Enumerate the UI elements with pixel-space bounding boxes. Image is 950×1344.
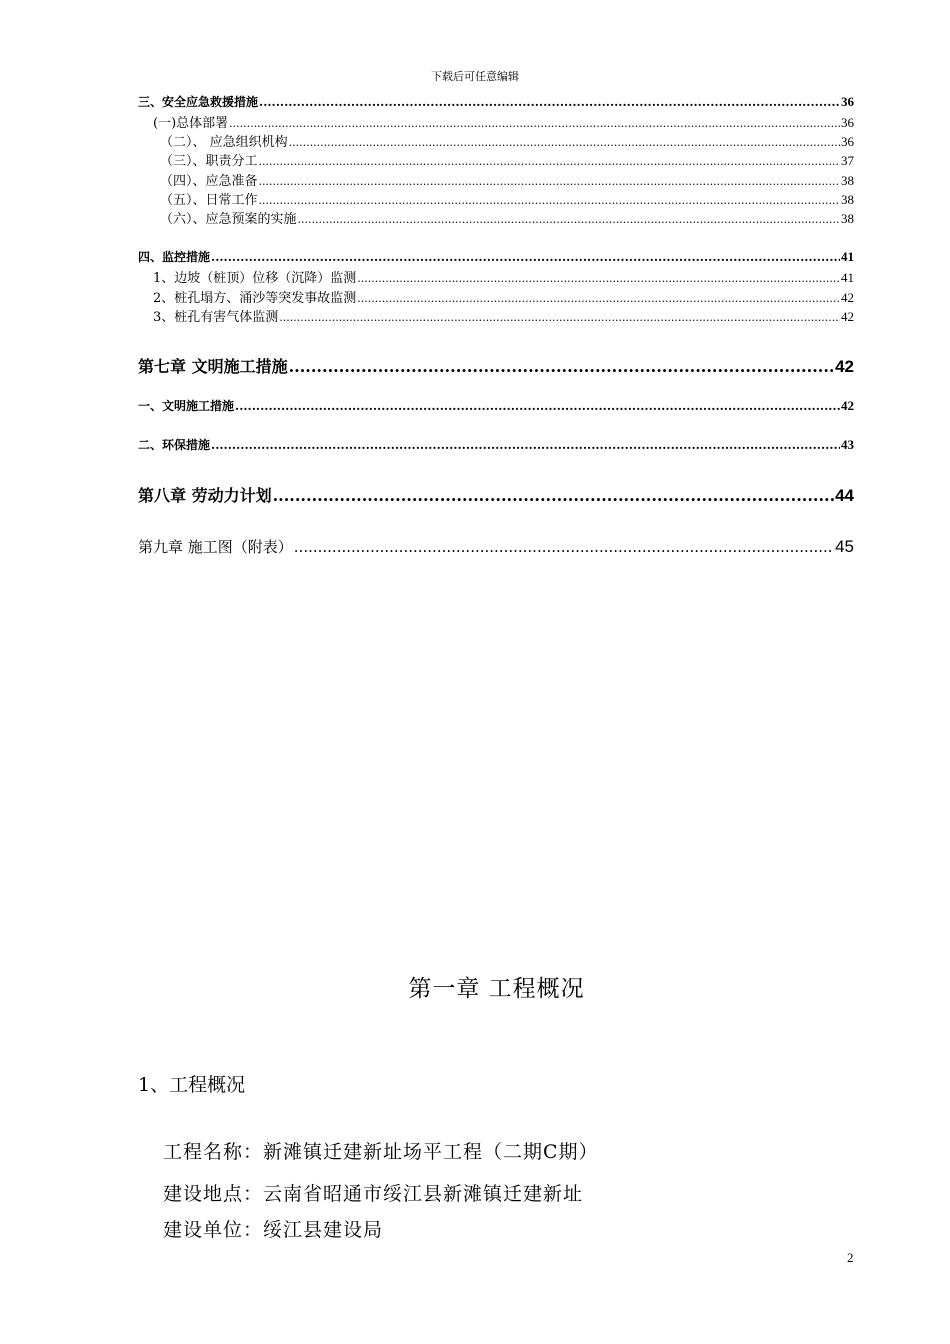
toc-entry[interactable] xyxy=(153,287,854,306)
toc-entry[interactable] xyxy=(138,93,854,110)
toc-entry[interactable] xyxy=(160,150,854,169)
toc-page: 41 xyxy=(841,249,854,264)
toc-label: （三）、职责分工 xyxy=(160,154,258,169)
toc-label: 四、监控措施 xyxy=(138,250,211,264)
toc-page: 42 xyxy=(841,309,854,324)
toc-label: （五）、日常工作 xyxy=(160,193,258,208)
toc-page: 36 xyxy=(841,115,854,130)
toc-page: 37 xyxy=(841,153,854,168)
section-title: 1、工程概况 xyxy=(138,1074,246,1096)
toc-entry[interactable] xyxy=(160,189,854,208)
toc-page: 36 xyxy=(841,94,854,109)
toc-label: 第七章 文明施工措施 xyxy=(138,357,288,376)
toc-label: 一、文明施工措施 xyxy=(138,399,235,413)
toc-label: 三、安全应急救援措施 xyxy=(138,95,259,109)
toc-entry[interactable] xyxy=(153,306,854,325)
toc-page: 38 xyxy=(841,211,854,226)
toc-label: 第八章 劳动力计划 xyxy=(138,486,272,505)
toc-label: 2、桩孔塌方、涌沙等突发事故监测 xyxy=(153,291,357,306)
toc-label: （二）、 应急组织机构 xyxy=(160,135,288,150)
project-owner: 建设单位：绥江县建设局 xyxy=(163,1219,384,1241)
toc-entry[interactable] xyxy=(153,112,854,131)
chapter-title: 第一章 工程概况 xyxy=(408,976,585,1002)
toc-page: 36 xyxy=(841,134,854,149)
toc-label: (一)总体部署 xyxy=(153,116,229,131)
toc-label: 二、环保措施 xyxy=(138,438,211,452)
toc-label: 1、边坡（桩顶）位移（沉降）监测 xyxy=(153,271,357,286)
toc-page: 38 xyxy=(841,192,854,207)
toc-entry[interactable] xyxy=(160,131,854,150)
header-note: 下载后可任意编辑 xyxy=(431,70,519,83)
toc-page: 41 xyxy=(841,270,854,285)
toc-entry[interactable] xyxy=(138,397,854,414)
toc-label: 3、桩孔有害气体监测 xyxy=(153,310,279,325)
toc-chapter-entry[interactable] xyxy=(138,536,854,557)
project-location: 建设地点：云南省昭通市绥江县新滩镇迁建新址 xyxy=(163,1183,584,1205)
toc-chapter-entry[interactable] xyxy=(138,483,854,506)
toc-entry[interactable] xyxy=(160,170,854,189)
toc-page: 42 xyxy=(835,357,854,376)
page-number: 2 xyxy=(847,1250,854,1265)
project-name: 工程名称：新滩镇迁建新址场平工程（二期C期） xyxy=(163,1141,599,1163)
toc-page: 44 xyxy=(835,486,854,505)
toc-page: 38 xyxy=(841,173,854,188)
toc-page: 45 xyxy=(835,537,854,556)
toc-label: （四）、应急准备 xyxy=(160,174,258,189)
toc-chapter-entry[interactable] xyxy=(138,354,854,377)
toc-entry[interactable] xyxy=(138,248,854,265)
toc-page: 43 xyxy=(841,437,854,452)
toc-entry[interactable] xyxy=(138,436,854,453)
toc-label: 第九章 施工图（附表） xyxy=(138,538,293,556)
toc-page: 42 xyxy=(841,290,854,305)
toc-entry[interactable] xyxy=(160,208,854,227)
toc-label: （六）、应急预案的实施 xyxy=(160,212,297,227)
toc-entry[interactable] xyxy=(153,267,854,286)
toc-page: 42 xyxy=(841,398,854,413)
